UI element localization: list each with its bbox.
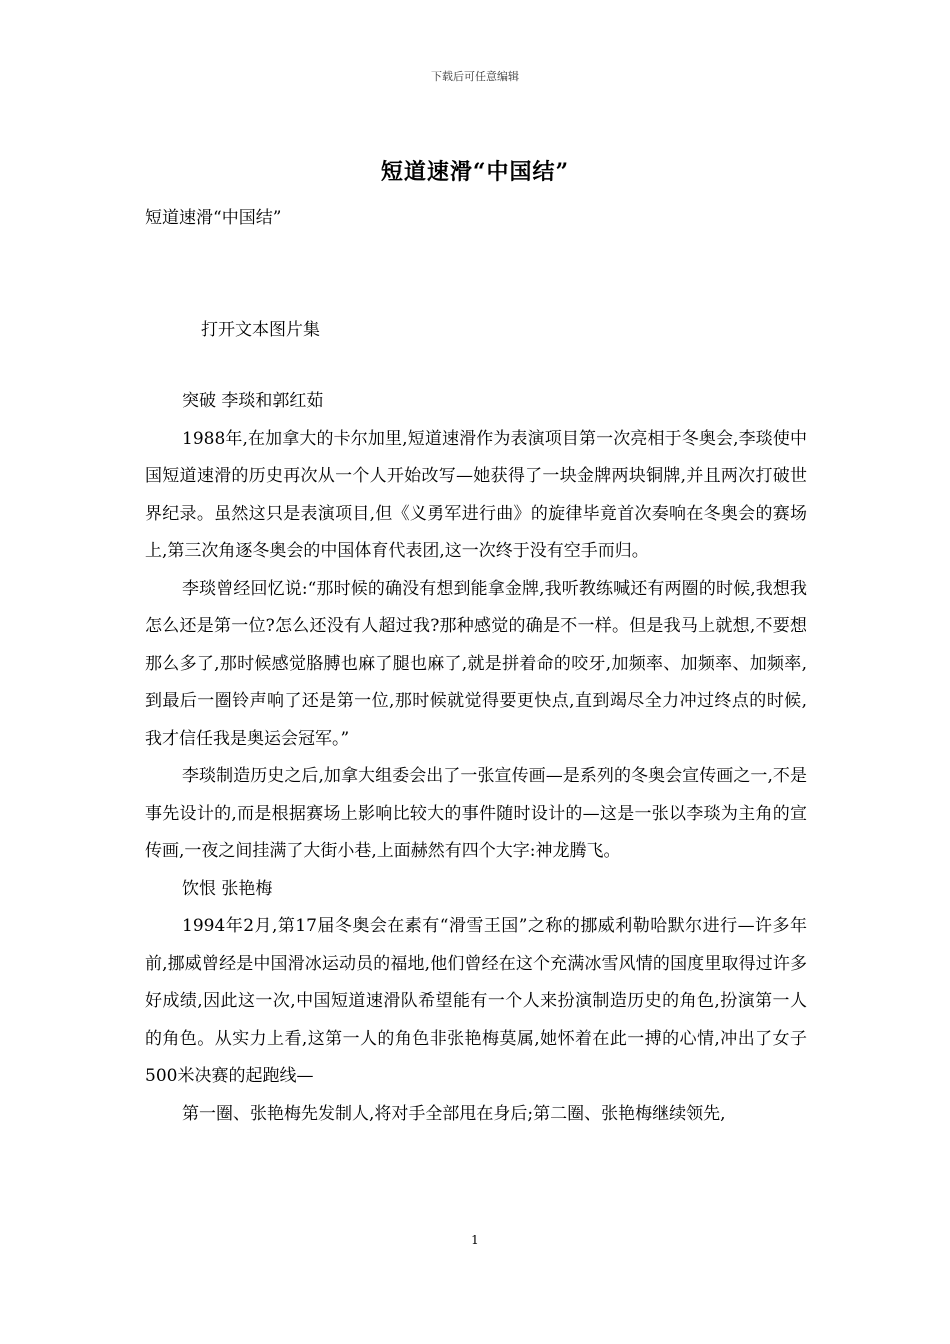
section-heading: 突破 李琰和郭红茹 [182, 391, 324, 411]
page-number: 1 [471, 1233, 479, 1247]
gallery-link[interactable]: 打开文本图片集 [201, 320, 320, 340]
paragraph: 1994年2月,第17届冬奥会在素有“滑雪王国”之称的挪威利勒哈默尔进行—许多年前,挪威曾经是中国滑冰运动员的福地,他们曾经在这个充满冰雪风情的国度里取得过许多好成绩,因此这一次,中国短道速滑队希望能有一个人来扮演制造历史的角色,扮演第一人的角色。从实力上看,这第一人的角色非张艳梅莫属,她怀着在此一搏的心情,冲出了女子500米决赛的起跑线— [145, 916, 807, 1086]
paragraph: 第一圈、张艳梅先发制人,将对手全部甩在身后;第二圈、张艳梅继续领先, [182, 1103, 726, 1124]
paragraph: 李琰曾经回忆说:“那时候的确没有想到能拿金牌,我听教练喊还有两圈的时候,我想我怎么还是第一位?怎么还没有人超过我?那种感觉的确是不一样。但是我马上就想,不要想那么多了,那时候感觉胳膊也麻了腿也麻了,就是拼着命的咬牙,加频率、加频率、加频率,到最后一圈铃声响了还是第一位,那时候就觉得要更快点,直到竭尽全力冲过终点的时候,我才信任我是奥运会冠军。” [145, 578, 807, 749]
section-heading: 饮恨 张艳梅 [182, 878, 273, 899]
article-body [145, 383, 807, 1133]
page-title: 短道速滑“中国结” [380, 159, 570, 185]
paragraph: 1988年,在加拿大的卡尔加里,短道速滑作为表演项目第一次亮相于冬奥会,李琰使中国短道速滑的历史再次从一个人开始改写—她获得了一块金牌两块铜牌,并且两次打破世界纪录。虽然这只是表演项目,但《义勇军进行曲》的旋律毕竟首次奏响在冬奥会的赛场上,第三次角逐冬奥会的中国体育代表团,这一次终于没有空手而归。 [145, 428, 807, 561]
paragraph: 李琰制造历史之后,加拿大组委会出了一张宣传画—是系列的冬奥会宣传画之一,不是事先设计的,而是根据赛场上影响比较大的事件随时设计的—这是一张以李琰为主角的宣传画,一夜之间挂满了大街小巷,上面赫然有四个大字:神龙腾飞。 [145, 766, 807, 861]
page-header: 下载后可任意编辑 [431, 70, 519, 83]
subtitle: 短道速滑“中国结” [145, 208, 282, 228]
